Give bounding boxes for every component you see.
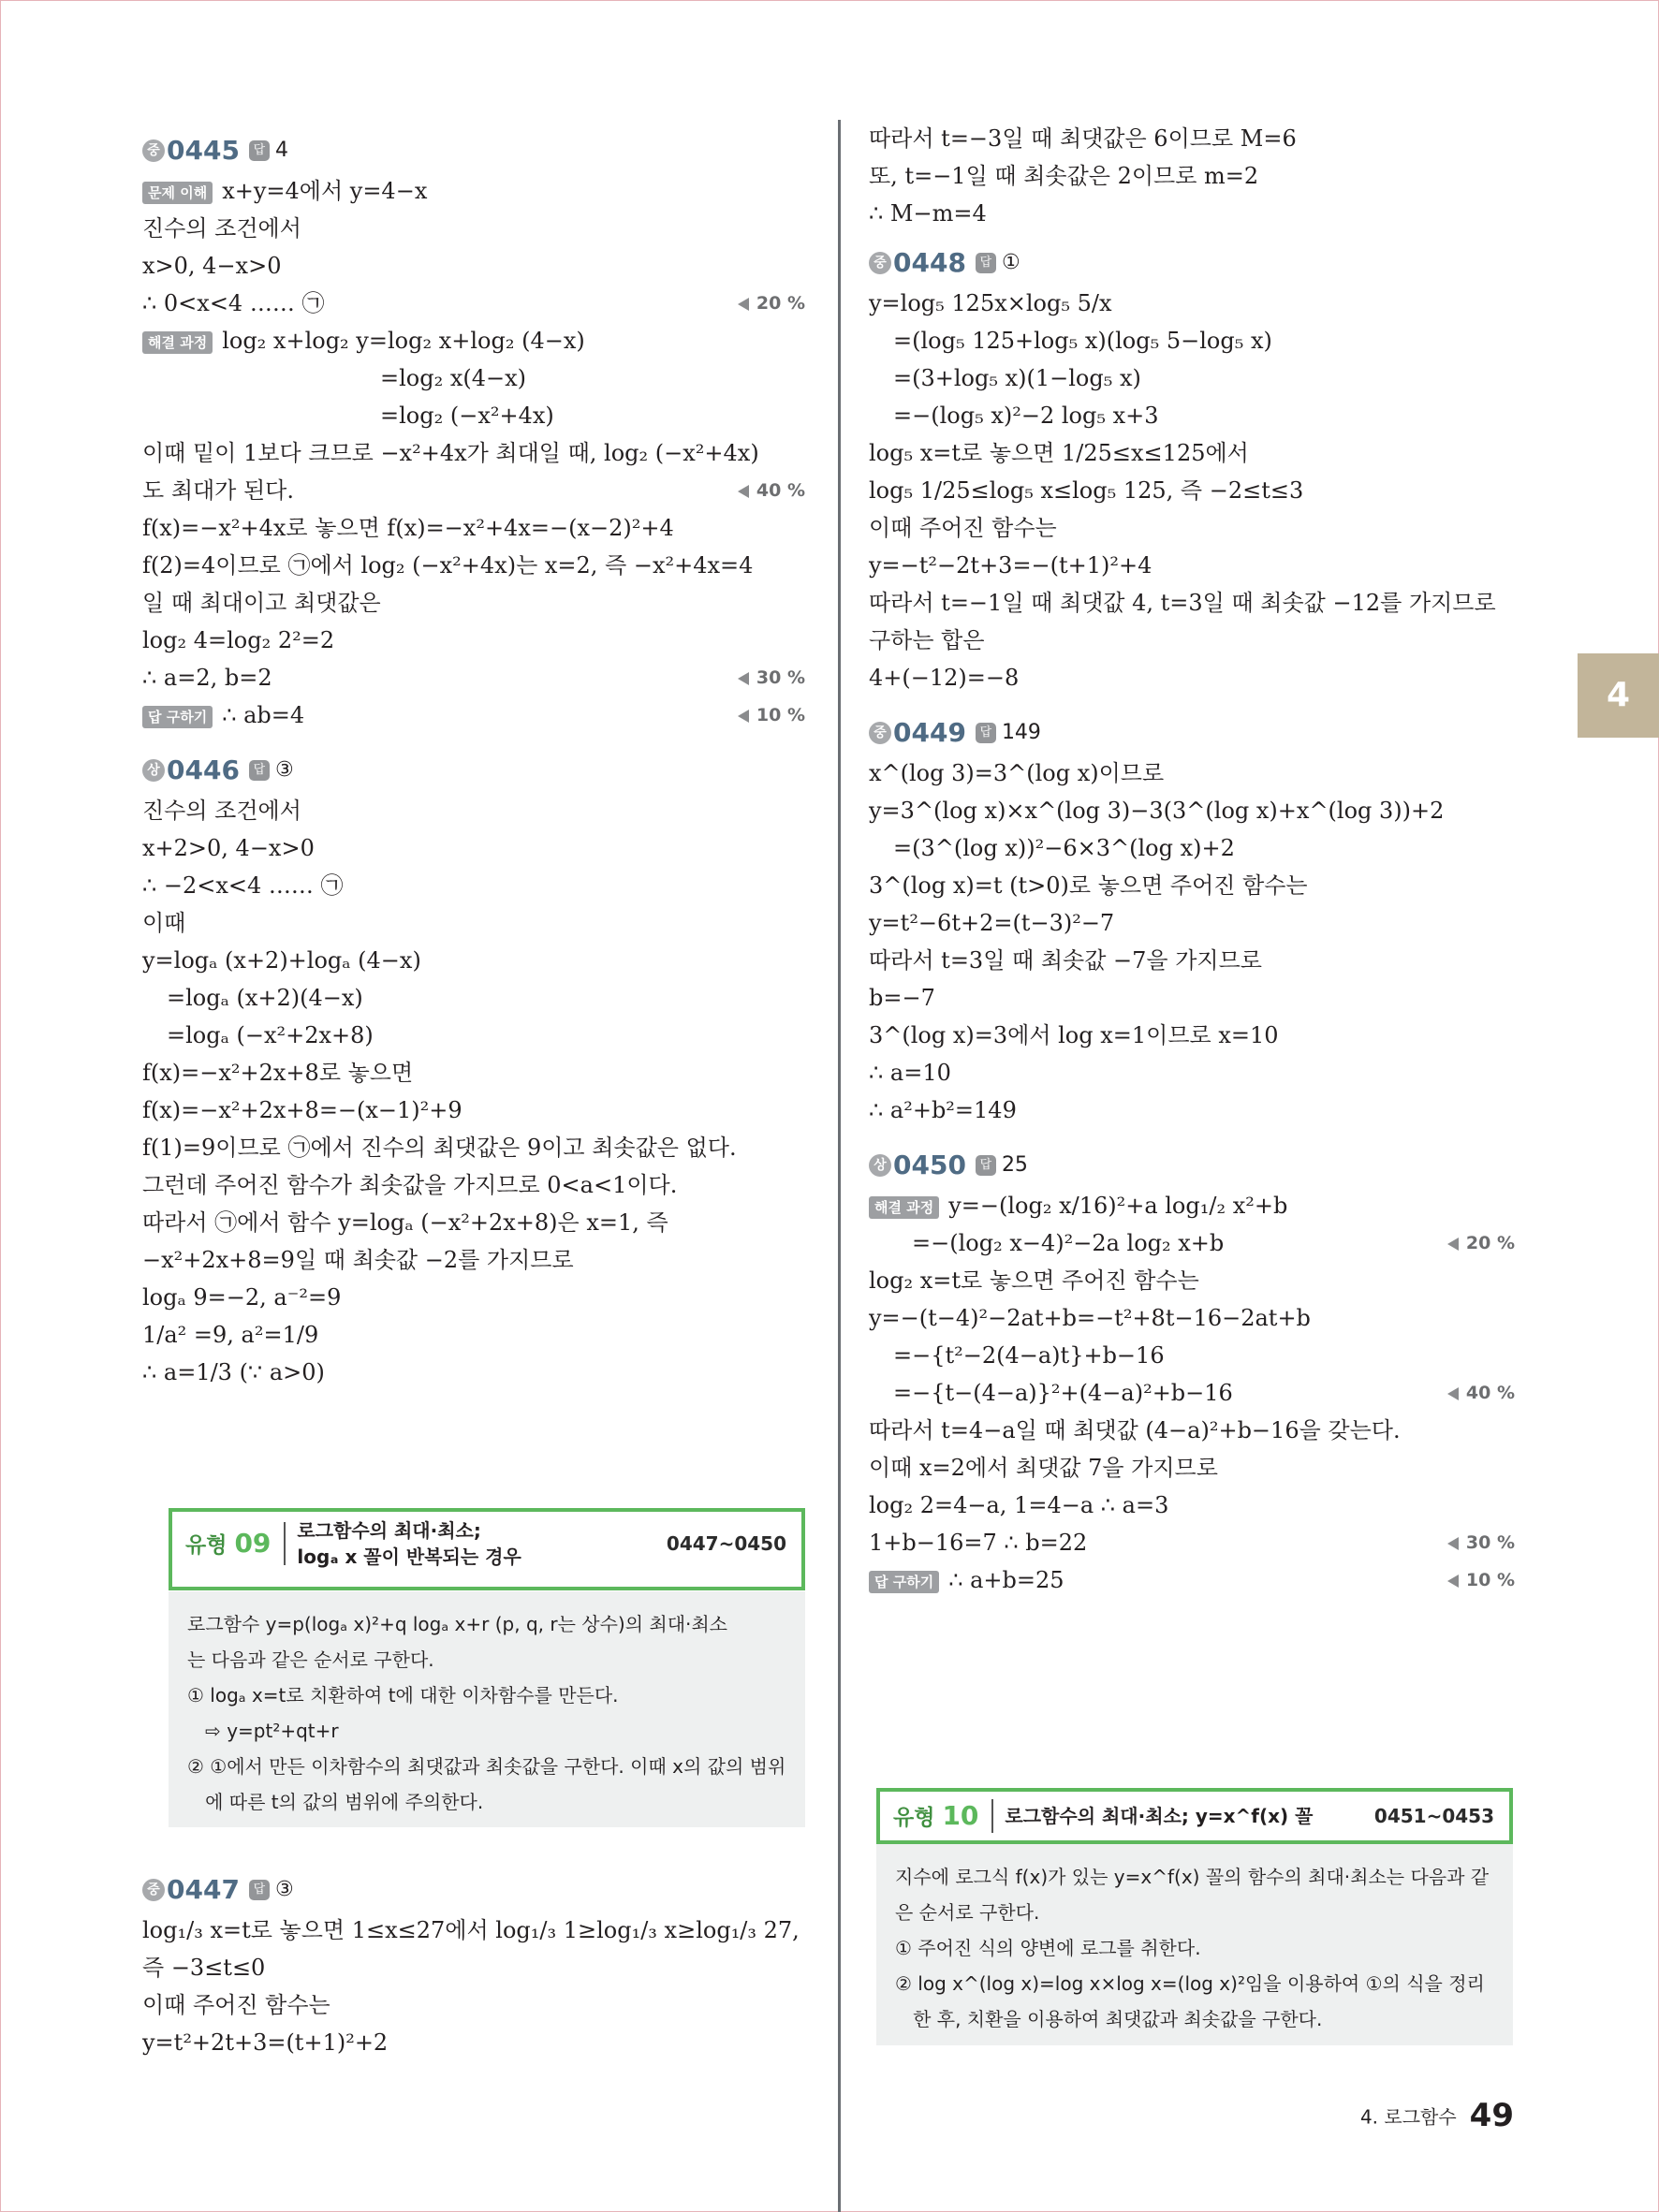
- percent-value: 30 %: [756, 667, 805, 688]
- percent-value: 30 %: [1465, 1532, 1515, 1553]
- line-text: =−{t²−2(4−a)t}+b−16: [893, 1342, 1165, 1369]
- solution-line: [869, 1561, 1515, 1599]
- solution-line: [142, 1091, 805, 1129]
- solution-continued: [869, 120, 1515, 232]
- percent-value: 40 %: [756, 480, 805, 501]
- line-text: 또, t=−1일 때 최솟값은 2이므로 m=2: [869, 163, 1259, 189]
- solution-line: [142, 547, 805, 584]
- line-text: 3^(log x)=t (t>0)로 놓으면 주어진 함수는: [869, 872, 1308, 899]
- guide-line: ① 주어진 식의 양변에 로그를 취한다.: [895, 1937, 1201, 1959]
- triangle-icon: [738, 298, 749, 311]
- solution-line: [142, 210, 805, 247]
- line-text: ∴ a²+b²=149: [869, 1097, 1017, 1123]
- line-text: 이때 주어진 함수는: [142, 1992, 330, 2018]
- solution-line: [869, 157, 1515, 195]
- line-text: =−(log₅ x)²−2 log₅ x+3: [893, 403, 1159, 429]
- solution-line: [142, 867, 805, 904]
- solution-line: [869, 1224, 1515, 1262]
- solution-line: [869, 397, 1515, 434]
- solution-line: [142, 285, 805, 322]
- answer-badge: 답: [976, 253, 996, 273]
- score-percent: [738, 696, 805, 734]
- triangle-icon: [738, 710, 749, 723]
- solution-line: [142, 1986, 805, 2024]
- line-text: ∴ a=10: [869, 1060, 951, 1086]
- solution-line: [142, 2024, 805, 2061]
- line-text: 진수의 조건에서: [142, 215, 301, 242]
- solution-line: [142, 696, 805, 734]
- line-text: log₅ x=t로 놓으면 1/25≤x≤125에서: [869, 440, 1249, 466]
- solution-0450: [869, 1187, 1515, 1599]
- solution-line: [869, 1187, 1515, 1224]
- line-text: x^(log 3)=3^(log x)이므로: [869, 760, 1165, 786]
- solution-line: [869, 584, 1515, 622]
- solution-line: [142, 1166, 805, 1204]
- type-title: 로그함수의 최대·최소; y=x^f(x) 꼴: [1005, 1805, 1314, 1827]
- step-tag: 문제 이해: [142, 182, 213, 204]
- solution-line: [142, 397, 805, 434]
- line-text: f(x)=−x²+4x로 놓으면 f(x)=−x²+4x=−(x−2)²+4: [142, 515, 674, 541]
- line-text: ∴ a+b=25: [948, 1567, 1064, 1593]
- line-text: =logₐ (−x²+2x+8): [167, 1022, 374, 1048]
- answer-value: ③: [274, 757, 294, 782]
- line-text: log₂ x=t로 놓으면 주어진 함수는: [869, 1267, 1199, 1294]
- solution-line: [869, 829, 1515, 867]
- solution-line: [869, 1017, 1515, 1054]
- solution-line: [869, 195, 1515, 232]
- question-header-0447: [142, 1867, 805, 1912]
- solution-line: [869, 359, 1515, 397]
- line-text: =log₂ (−x²+4x): [380, 403, 554, 429]
- line-text: ∴ ab=4: [222, 702, 305, 728]
- question-header-0450: [869, 1142, 1515, 1187]
- step-tag: 답 구하기: [869, 1571, 939, 1593]
- answer-value: 149: [1001, 720, 1041, 744]
- solution-line: [142, 1316, 805, 1354]
- line-text: ∴ 0<x<4 …… ㉠: [142, 290, 325, 316]
- solution-line: [142, 979, 805, 1017]
- triangle-icon: [1447, 1537, 1459, 1550]
- solution-line: [142, 359, 805, 397]
- level-badge: 중: [869, 722, 891, 744]
- line-text: log₁/₃ x=t로 놓으면 1≤x≤27에서 log₁/₃ 1≥log₁/₃ x≥log₁/₃ 27,: [142, 1917, 800, 1943]
- score-percent: [1447, 1374, 1515, 1412]
- percent-value: 20 %: [756, 293, 805, 314]
- type-label: 유형 10: [880, 1799, 993, 1833]
- solution-line: [869, 942, 1515, 979]
- line-text: x>0, 4−x>0: [142, 253, 282, 279]
- score-percent: [738, 285, 805, 322]
- line-text: f(2)=4이므로 ㉠에서 log₂ (−x²+4x)는 x=2, 즉 −x²+4x=4: [142, 552, 754, 579]
- solution-line: [142, 1949, 805, 1986]
- question-header-0449: [869, 710, 1515, 754]
- solution-line: [142, 1017, 805, 1054]
- solution-line: [142, 1912, 805, 1949]
- solution-line: [869, 622, 1515, 659]
- solution-line: [869, 434, 1515, 472]
- line-text: 따라서 ㉠에서 함수 y=logₐ (−x²+2x+8)은 x=1, 즉: [142, 1209, 668, 1236]
- line-text: 진수의 조건에서: [142, 798, 301, 824]
- line-text: y=t²+2t+3=(t+1)²+2: [142, 2029, 389, 2056]
- line-text: x+2>0, 4−x>0: [142, 835, 315, 861]
- solution-line: [869, 1337, 1515, 1374]
- level-badge: 상: [869, 1154, 891, 1177]
- solution-line: [869, 1449, 1515, 1487]
- line-text: log₂ 2=4−a, 1=4−a ∴ a=3: [869, 1492, 1169, 1518]
- solution-line: [142, 829, 805, 867]
- question-header-0445: [142, 127, 805, 172]
- score-percent: [738, 472, 805, 509]
- answer-value: 4: [274, 138, 288, 162]
- question-number: 0445: [167, 134, 240, 166]
- solution-0445: [142, 172, 805, 734]
- solution-line: [869, 979, 1515, 1017]
- line-text: 이때 주어진 함수는: [869, 515, 1057, 541]
- solution-line: [869, 509, 1515, 547]
- left-column: [142, 120, 805, 1391]
- score-percent: [1447, 1224, 1515, 1262]
- percent-value: 10 %: [756, 705, 805, 725]
- triangle-icon: [1447, 1575, 1459, 1588]
- solution-line: [869, 1262, 1515, 1299]
- line-text: 일 때 최대이고 최댓값은: [142, 590, 381, 616]
- guide-line: 는 다음과 같은 순서로 구한다.: [187, 1648, 434, 1671]
- triangle-icon: [1447, 1387, 1459, 1400]
- guide-line: 은 순서로 구한다.: [895, 1901, 1040, 1924]
- percent-value: 40 %: [1465, 1383, 1515, 1403]
- question-number: 0448: [893, 246, 966, 278]
- guide-line: ② ①에서 만든 이차함수의 최댓값과 최솟값을 구한다. 이때 x의 값의 범위: [187, 1755, 786, 1778]
- line-text: log₂ x+log₂ y=log₂ x+log₂ (4−x): [222, 328, 585, 354]
- guide-line: 에 따른 t의 값의 범위에 주의한다.: [187, 1791, 484, 1813]
- triangle-icon: [1447, 1238, 1459, 1251]
- solution-0447: [142, 1912, 805, 2061]
- question-number: 0449: [893, 716, 966, 748]
- right-column: [869, 120, 1515, 1599]
- line-text: y=−t²−2t+3=−(t+1)²+4: [869, 552, 1152, 579]
- guide-line: ① logₐ x=t로 치환하여 t에 대한 이차함수를 만든다.: [187, 1684, 619, 1707]
- line-text: f(1)=9이므로 ㉠에서 진수의 최댓값은 9이고 최솟값은 없다.: [142, 1135, 737, 1161]
- line-text: y=−(t−4)²−2at+b=−t²+8t−16−2at+b: [869, 1305, 1311, 1331]
- line-text: 구하는 합은: [869, 627, 985, 653]
- line-text: logₐ 9=−2, a⁻²=9: [142, 1284, 342, 1311]
- solution-line: [142, 322, 805, 359]
- step-tag: 답 구하기: [142, 706, 213, 728]
- solution-line: [869, 1524, 1515, 1561]
- solution-line: [869, 867, 1515, 904]
- line-text: 따라서 t=3일 때 최솟값 −7을 가지므로: [869, 947, 1262, 974]
- line-text: 그런데 주어진 함수가 최솟값을 가지므로 0<a<1이다.: [142, 1172, 678, 1198]
- line-text: 1+b−16=7 ∴ b=22: [869, 1530, 1088, 1556]
- guide-line: 지수에 로그식 f(x)가 있는 y=x^f(x) 꼴의 함수의 최대·최소는 다음과 같: [895, 1866, 1490, 1888]
- solution-line: [142, 247, 805, 285]
- type-10-header: [876, 1788, 1513, 1844]
- line-text: f(x)=−x²+2x+8=−(x−1)²+9: [142, 1097, 462, 1123]
- level-badge: 상: [142, 759, 165, 782]
- chapter-title: 4. 로그함수: [1359, 2105, 1457, 2129]
- line-text: x+y=4에서 y=4−x: [222, 178, 428, 204]
- answer-badge: 답: [249, 1880, 270, 1900]
- level-badge: 중: [869, 252, 891, 274]
- page-footer: [1360, 2097, 1514, 2134]
- line-text: 즉 −3≤t≤0: [142, 1955, 266, 1981]
- line-text: y=−(log₂ x/16)²+a log₁/₂ x²+b: [948, 1193, 1288, 1219]
- line-text: log₂ 4=log₂ 2²=2: [142, 627, 335, 653]
- solution-line: [869, 120, 1515, 157]
- score-percent: [1447, 1561, 1515, 1599]
- solution-line: [142, 1054, 805, 1091]
- line-text: 따라서 t=−1일 때 최댓값 4, t=3일 때 최솟값 −12를 가지므로: [869, 590, 1496, 616]
- type-title: 로그함수의 최대·최소; logₐ x 꼴이 반복되는 경우: [297, 1519, 521, 1568]
- step-tag: 해결 과정: [869, 1196, 939, 1219]
- line-text: ∴ a=2, b=2: [142, 665, 272, 691]
- line-text: 이때 x=2에서 최댓값 7을 가지므로: [869, 1455, 1218, 1481]
- solution-line: [142, 1241, 805, 1279]
- line-text: b=−7: [869, 985, 935, 1011]
- solution-line: [869, 1091, 1515, 1129]
- solution-0449: [869, 754, 1515, 1129]
- solution-line: [142, 622, 805, 659]
- line-text: ∴ −2<x<4 …… ㉠: [142, 872, 344, 899]
- answer-badge: 답: [249, 760, 270, 781]
- score-percent: [738, 659, 805, 696]
- type-09-header: [169, 1508, 805, 1590]
- line-text: 도 최대가 된다.: [142, 477, 294, 504]
- line-text: 이때: [142, 910, 186, 936]
- score-percent: [1447, 1524, 1515, 1561]
- left-column-bottom: [142, 1859, 805, 2061]
- line-text: ∴ M−m=4: [869, 200, 987, 227]
- line-text: log₅ 1/25≤log₅ x≤log₅ 125, 즉 −2≤t≤3: [869, 477, 1304, 504]
- solution-line: [869, 659, 1515, 696]
- page-number: 49: [1469, 2097, 1514, 2134]
- line-text: =(3+log₅ x)(1−log₅ x): [893, 365, 1141, 391]
- question-header-0446: [142, 747, 805, 792]
- triangle-icon: [738, 672, 749, 685]
- line-text: 따라서 t=4−a일 때 최댓값 (4−a)²+b−16을 갖는다.: [869, 1417, 1401, 1443]
- type-range: 0451~0453: [1373, 1805, 1494, 1827]
- solution-line: [142, 942, 805, 979]
- line-text: =log₂ x(4−x): [380, 365, 527, 391]
- solution-line: [869, 1054, 1515, 1091]
- solution-line: [142, 1204, 805, 1241]
- line-text: y=logₐ (x+2)+logₐ (4−x): [142, 947, 421, 974]
- solution-line: [869, 547, 1515, 584]
- solution-line: [869, 1487, 1515, 1524]
- question-number: 0450: [893, 1149, 966, 1180]
- question-number: 0447: [167, 1873, 240, 1905]
- solution-0446: [142, 792, 805, 1391]
- line-text: 4+(−12)=−8: [869, 665, 1020, 691]
- solution-line: [142, 172, 805, 210]
- step-tag: 해결 과정: [142, 331, 213, 354]
- solution-line: [869, 472, 1515, 509]
- line-text: 이때 밑이 1보다 크므로 −x²+4x가 최대일 때, log₂ (−x²+4x): [142, 440, 759, 466]
- percent-value: 10 %: [1465, 1570, 1515, 1590]
- chapter-tab: 4: [1578, 653, 1659, 738]
- solution-line: [869, 904, 1515, 942]
- solution-line: [869, 1412, 1515, 1449]
- solution-0448: [869, 285, 1515, 696]
- solution-line: [142, 434, 805, 472]
- guide-line: 한 후, 치환을 이용하여 최댓값과 최솟값을 구한다.: [895, 2008, 1323, 2030]
- solution-line: [142, 584, 805, 622]
- solution-line: [142, 904, 805, 942]
- line-text: 따라서 t=−3일 때 최댓값은 6이므로 M=6: [869, 125, 1297, 152]
- column-divider: [838, 120, 841, 2212]
- question-header-0448: [869, 240, 1515, 285]
- answer-value: 25: [1001, 1152, 1028, 1177]
- solution-line: [869, 1299, 1515, 1337]
- solution-line: [869, 285, 1515, 322]
- type-label: 유형 09: [172, 1522, 286, 1565]
- guide-line: ② log x^(log x)=log x×log x=(log x)²임을 이용하여 ①의 식을 정리: [895, 1972, 1485, 1995]
- solution-line: [142, 472, 805, 509]
- answer-badge: 답: [976, 723, 996, 743]
- line-text: =−{t−(4−a)}²+(4−a)²+b−16: [893, 1380, 1233, 1406]
- solution-line: [869, 754, 1515, 792]
- line-text: =−(log₂ x−4)²−2a log₂ x+b: [912, 1230, 1225, 1256]
- line-text: y=t²−6t+2=(t−3)²−7: [869, 910, 1115, 936]
- line-text: y=log₅ 125x×log₅ 5/x: [869, 290, 1112, 316]
- type-09-body: [169, 1591, 805, 1827]
- answer-badge: 답: [976, 1155, 996, 1176]
- guide-line: ⇨ y=pt²+qt+r: [187, 1720, 339, 1742]
- type-range: 0447~0450: [666, 1532, 786, 1555]
- line-text: −x²+2x+8=9일 때 최솟값 −2를 가지므로: [142, 1247, 574, 1273]
- line-text: =(3^(log x))²−6×3^(log x)+2: [893, 835, 1235, 861]
- solution-line: [869, 792, 1515, 829]
- answer-badge: 답: [249, 140, 270, 161]
- answer-value: ①: [1001, 250, 1020, 274]
- type-10-body: [876, 1844, 1513, 2045]
- line-text: 3^(log x)=3에서 log x=1이므로 x=10: [869, 1022, 1279, 1048]
- line-text: f(x)=−x²+2x+8로 놓으면: [142, 1060, 414, 1086]
- triangle-icon: [738, 485, 749, 498]
- solution-line: [142, 509, 805, 547]
- solution-line: [869, 322, 1515, 359]
- solution-line: [142, 792, 805, 829]
- question-number: 0446: [167, 754, 240, 785]
- percent-value: 20 %: [1465, 1233, 1515, 1253]
- solution-line: [142, 1354, 805, 1391]
- solution-line: [142, 1129, 805, 1166]
- level-badge: 중: [142, 139, 165, 162]
- guide-line: 로그함수 y=p(logₐ x)²+q logₐ x+r (p, q, r는 상수)의 최대·최소: [187, 1613, 728, 1635]
- answer-value: ③: [274, 1877, 294, 1901]
- line-text: y=3^(log x)×x^(log 3)−3(3^(log x)+x^(log 3))+2: [869, 798, 1445, 824]
- solution-line: [869, 1374, 1515, 1412]
- solution-line: [142, 1279, 805, 1316]
- line-text: 1/a² =9, a²=1/9: [142, 1322, 319, 1348]
- line-text: ∴ a=1/3 (∵ a>0): [142, 1359, 325, 1385]
- solution-line: [142, 659, 805, 696]
- line-text: =logₐ (x+2)(4−x): [167, 985, 363, 1011]
- level-badge: 중: [142, 1879, 165, 1901]
- line-text: =(log₅ 125+log₅ x)(log₅ 5−log₅ x): [893, 328, 1272, 354]
